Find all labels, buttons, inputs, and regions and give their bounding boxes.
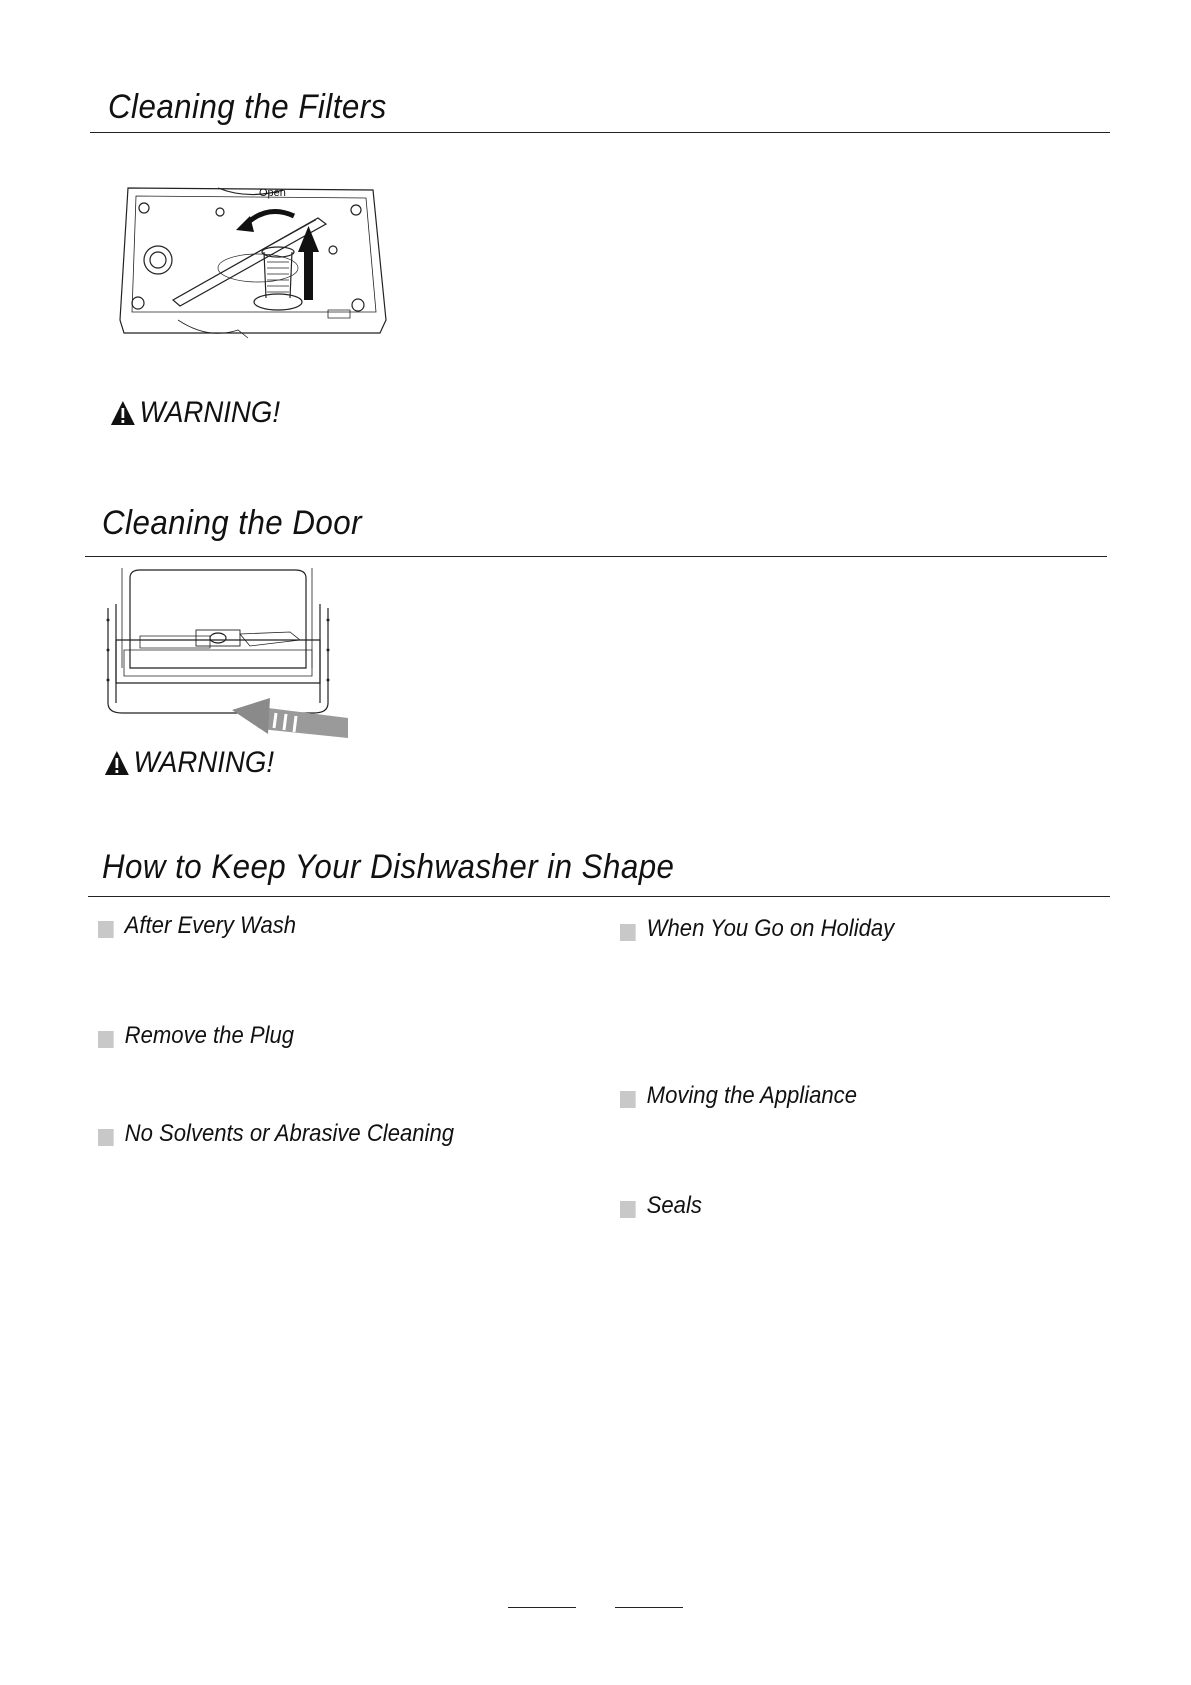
square-bullet-icon <box>98 921 114 938</box>
item-label: Remove the Plug <box>124 1022 295 1049</box>
footer-line-right <box>615 1607 683 1608</box>
list-item-after-every-wash <box>98 912 296 940</box>
square-bullet-icon <box>98 1129 114 1146</box>
warning-triangle-icon <box>104 750 130 776</box>
item-label: Seals <box>646 1192 702 1219</box>
square-bullet-icon <box>620 1201 636 1218</box>
warning-text: WARNING! <box>133 746 275 779</box>
section-title-shape: How to Keep Your Dishwasher in Shape <box>102 848 675 886</box>
item-label: When You Go on Holiday <box>646 915 895 942</box>
up-arrow-icon <box>304 250 313 300</box>
section-title-door: Cleaning the Door <box>102 504 362 542</box>
item-label: Moving the Appliance <box>646 1082 857 1109</box>
list-item-seals <box>620 1192 702 1220</box>
square-bullet-icon <box>98 1031 114 1048</box>
square-bullet-icon <box>620 924 636 941</box>
footer-line-left <box>508 1607 576 1608</box>
section-title-filters: Cleaning the Filters <box>108 88 387 126</box>
section-rule-shape <box>88 896 1110 897</box>
section-rule-door <box>85 556 1107 557</box>
item-label: After Every Wash <box>124 912 297 939</box>
filter-diagram <box>118 180 398 340</box>
list-item-moving-appliance <box>620 1082 857 1110</box>
list-item-holiday <box>620 915 894 943</box>
warning-door <box>104 746 274 780</box>
wipe-arrow-icon <box>232 698 348 738</box>
list-item-no-solvents <box>98 1120 454 1148</box>
rotate-arrow-icon <box>246 212 294 225</box>
section-rule-filters <box>90 132 1110 133</box>
warning-text: WARNING! <box>139 396 281 429</box>
open-label: Open <box>259 187 286 199</box>
warning-triangle-icon <box>110 400 136 426</box>
list-item-remove-the-plug <box>98 1022 294 1050</box>
item-label: No Solvents or Abrasive Cleaning <box>124 1120 455 1147</box>
door-diagram <box>100 568 360 743</box>
square-bullet-icon <box>620 1091 636 1108</box>
warning-filters <box>110 396 280 430</box>
